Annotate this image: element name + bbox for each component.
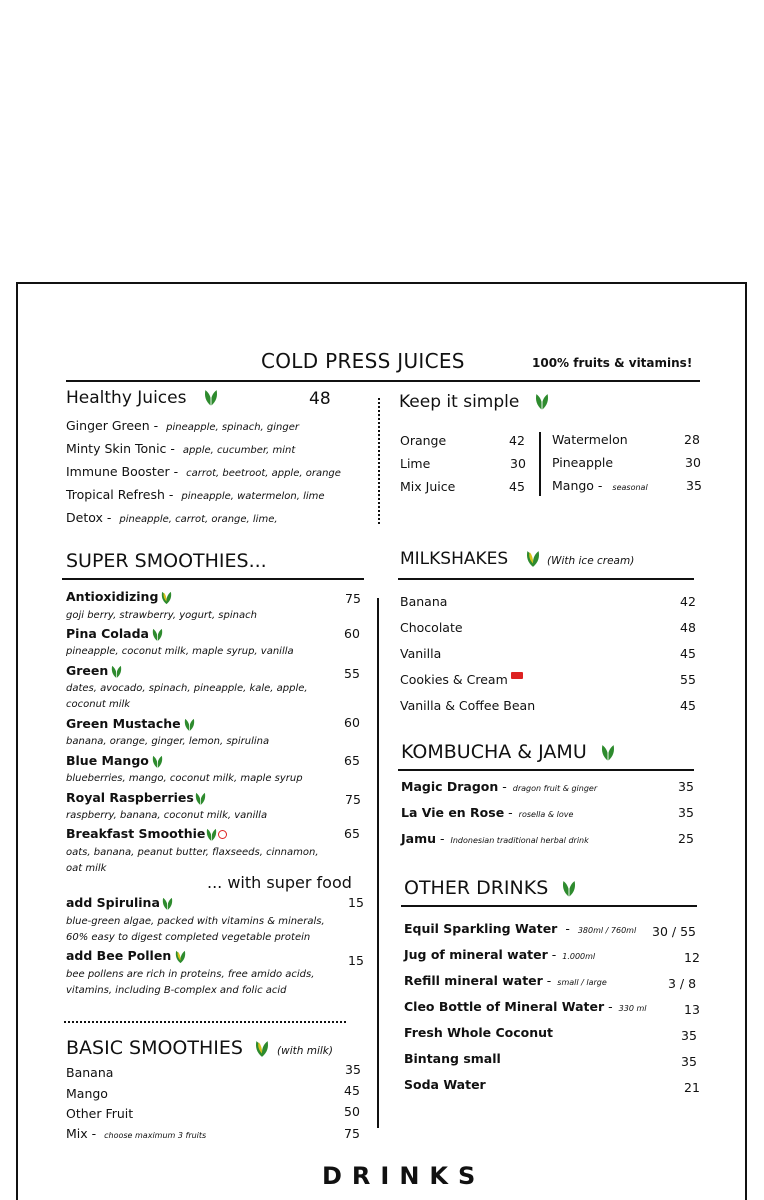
list-item: Soda Water (404, 1077, 486, 1092)
list-item: Blue Mango (66, 753, 163, 769)
list-item: Mango (66, 1086, 108, 1101)
list-item: Pineapple (552, 455, 614, 470)
price: 35 (678, 779, 694, 794)
item-description: dates, avocado, spinach, pineapple, kale, apple, (66, 683, 308, 694)
list-item: Breakfast Smoothie (66, 826, 227, 842)
kombucha-jamu-title: KOMBUCHA & JAMU (401, 741, 615, 763)
price: 35 (681, 1054, 697, 1069)
list-item: Cleo Bottle of Mineral Water - 330 ml (404, 999, 647, 1014)
item-description: oat milk (66, 863, 107, 874)
price: 55 (344, 666, 360, 681)
section-divider-dotted (64, 1021, 346, 1023)
leaf-icon (162, 897, 173, 911)
other-drinks-title: OTHER DRINKS (404, 877, 576, 899)
price: 35 (345, 1062, 361, 1077)
list-item: Jug of mineral water - 1.000ml (404, 947, 596, 962)
leaf-icon (601, 744, 615, 762)
item-description: blueberries, mango, coconut milk, maple syrup (66, 773, 303, 784)
list-item: Watermelon (552, 432, 628, 447)
price: 45 (680, 698, 696, 713)
price: 45 (344, 1083, 360, 1098)
leaf-icon (255, 1040, 269, 1058)
price: 3 / 8 (668, 976, 697, 991)
price: 15 (348, 953, 364, 968)
price: 35 (678, 805, 694, 820)
other-drinks-divider (401, 905, 697, 907)
list-item: Ginger Green - pineapple, spinach, ginger (66, 418, 299, 433)
list-item: Chocolate (400, 620, 463, 635)
price: 25 (678, 831, 694, 846)
milkshakes-title: MILKSHAKES (With ice cream) (400, 549, 635, 569)
item-description: pineapple, coconut milk, maple syrup, vanilla (66, 646, 294, 657)
price: 65 (344, 753, 360, 768)
list-item: Banana (400, 594, 448, 609)
price: 42 (680, 594, 696, 609)
leaf-icon (526, 550, 540, 568)
price: 30 (510, 456, 526, 471)
list-item: Magic Dragon - dragon fruit & ginger (401, 779, 598, 794)
price: 48 (680, 620, 696, 635)
price: 21 (684, 1080, 700, 1095)
list-item: add Spirulina (66, 895, 173, 911)
list-item: Vanilla & Coffee Bean (400, 698, 536, 713)
item-description: 60% easy to digest completed vegetable protein (66, 932, 311, 943)
price: 30 / 55 (652, 924, 696, 939)
list-item: Minty Skin Tonic - apple, cucumber, mint (66, 441, 296, 456)
list-item: Royal Raspberries (66, 790, 206, 806)
leaf-icon (161, 591, 172, 605)
healthy-juices-price: 48 (309, 389, 331, 409)
item-description: bee pollens are rich in proteins, free amido acids, (66, 969, 315, 980)
smoothies-divider (62, 578, 364, 580)
price: 50 (344, 1104, 360, 1119)
list-item: Immune Booster - carrot, beetroot, apple, orange (66, 464, 341, 479)
list-item: Detox - pineapple, carrot, orange, lime, (66, 510, 278, 525)
kombucha-divider (398, 769, 694, 771)
list-item: add Bee Pollen (66, 948, 186, 964)
list-item: Banana (66, 1065, 114, 1080)
page-title: COLD PRESS JUICES (261, 349, 465, 373)
price: 35 (686, 478, 702, 493)
list-item: Jamu - Indonesian traditional herbal drink (401, 831, 589, 846)
list-item: Bintang small (404, 1051, 501, 1066)
list-item: Pina Colada (66, 626, 163, 642)
healthy-juices-title: Healthy Juices (66, 388, 218, 408)
leaf-icon (195, 792, 206, 806)
list-item: Mix Juice (400, 479, 456, 494)
price: 42 (509, 433, 525, 448)
leaf-icon (206, 828, 217, 842)
simple-divider (539, 432, 541, 496)
price: 75 (345, 792, 361, 807)
list-item: Other Fruit (66, 1106, 134, 1121)
list-item: Refill mineral water - small / large (404, 973, 607, 988)
price: 45 (509, 479, 525, 494)
item-description: raspberry, banana, coconut milk, vanilla (66, 810, 268, 821)
list-item: Mix - choose maximum 3 fruits (66, 1126, 207, 1141)
price: 28 (684, 432, 700, 447)
item-description: oats, banana, peanut butter, flaxseeds, cinnamon, (66, 847, 319, 858)
list-item: Lime (400, 456, 431, 471)
list-item: Equil Sparkling Water - 380ml / 760ml (404, 921, 637, 936)
list-item: Antioxidizing (66, 589, 172, 605)
new-badge-icon (511, 672, 523, 679)
item-description: blue-green algae, packed with vitamins & minerals, (66, 916, 325, 927)
leaf-icon (562, 880, 576, 898)
price: 15 (348, 895, 364, 910)
tagline: 100% fruits & vitamins! (532, 356, 693, 370)
price: 30 (685, 455, 701, 470)
list-item: Vanilla (400, 646, 442, 661)
list-item: Green Mustache (66, 716, 195, 732)
footer-title: DRINKS (322, 1162, 486, 1190)
list-item: La Vie en Rose - rosella & love (401, 805, 574, 820)
price: 12 (684, 950, 700, 965)
leaf-icon (152, 755, 163, 769)
list-item: Mango - seasonal (552, 478, 648, 493)
list-item: Fresh Whole Coconut (404, 1025, 553, 1040)
price: 35 (681, 1028, 697, 1043)
list-item: Green (66, 663, 122, 679)
leaf-icon (204, 389, 218, 407)
leaf-icon (152, 628, 163, 642)
list-item: Cookies & Cream (400, 672, 523, 687)
price: 65 (344, 826, 360, 841)
super-smoothies-title: SUPER SMOOTHIES... (66, 550, 267, 572)
item-description: banana, orange, ginger, lemon, spirulina (66, 736, 270, 747)
price: 13 (684, 1002, 700, 1017)
item-description: coconut milk (66, 699, 131, 710)
leaf-icon (184, 718, 195, 732)
keep-it-simple-title: Keep it simple (399, 392, 549, 412)
list-item: Tropical Refresh - pineapple, watermelon, lime (66, 487, 325, 502)
price: 75 (345, 591, 361, 606)
milkshakes-divider (398, 578, 694, 580)
price: 55 (680, 672, 696, 687)
item-description: goji berry, strawberry, yogurt, spinach (66, 610, 257, 621)
header-divider (66, 380, 700, 382)
item-description: vitamins, including B-complex and folic acid (66, 985, 287, 996)
leaf-icon (535, 393, 549, 411)
column-divider-dotted (378, 398, 380, 524)
chili-icon (218, 830, 227, 839)
list-item: Orange (400, 433, 447, 448)
price: 60 (344, 715, 360, 730)
column-divider (377, 598, 379, 1128)
price: 60 (344, 626, 360, 641)
leaf-icon (111, 665, 122, 679)
price: 75 (344, 1126, 360, 1141)
super-food-title: ... with super food (207, 873, 352, 892)
leaf-icon (175, 950, 186, 964)
price: 45 (680, 646, 696, 661)
basic-smoothies-title: BASIC SMOOTHIES (with milk) (66, 1037, 333, 1059)
